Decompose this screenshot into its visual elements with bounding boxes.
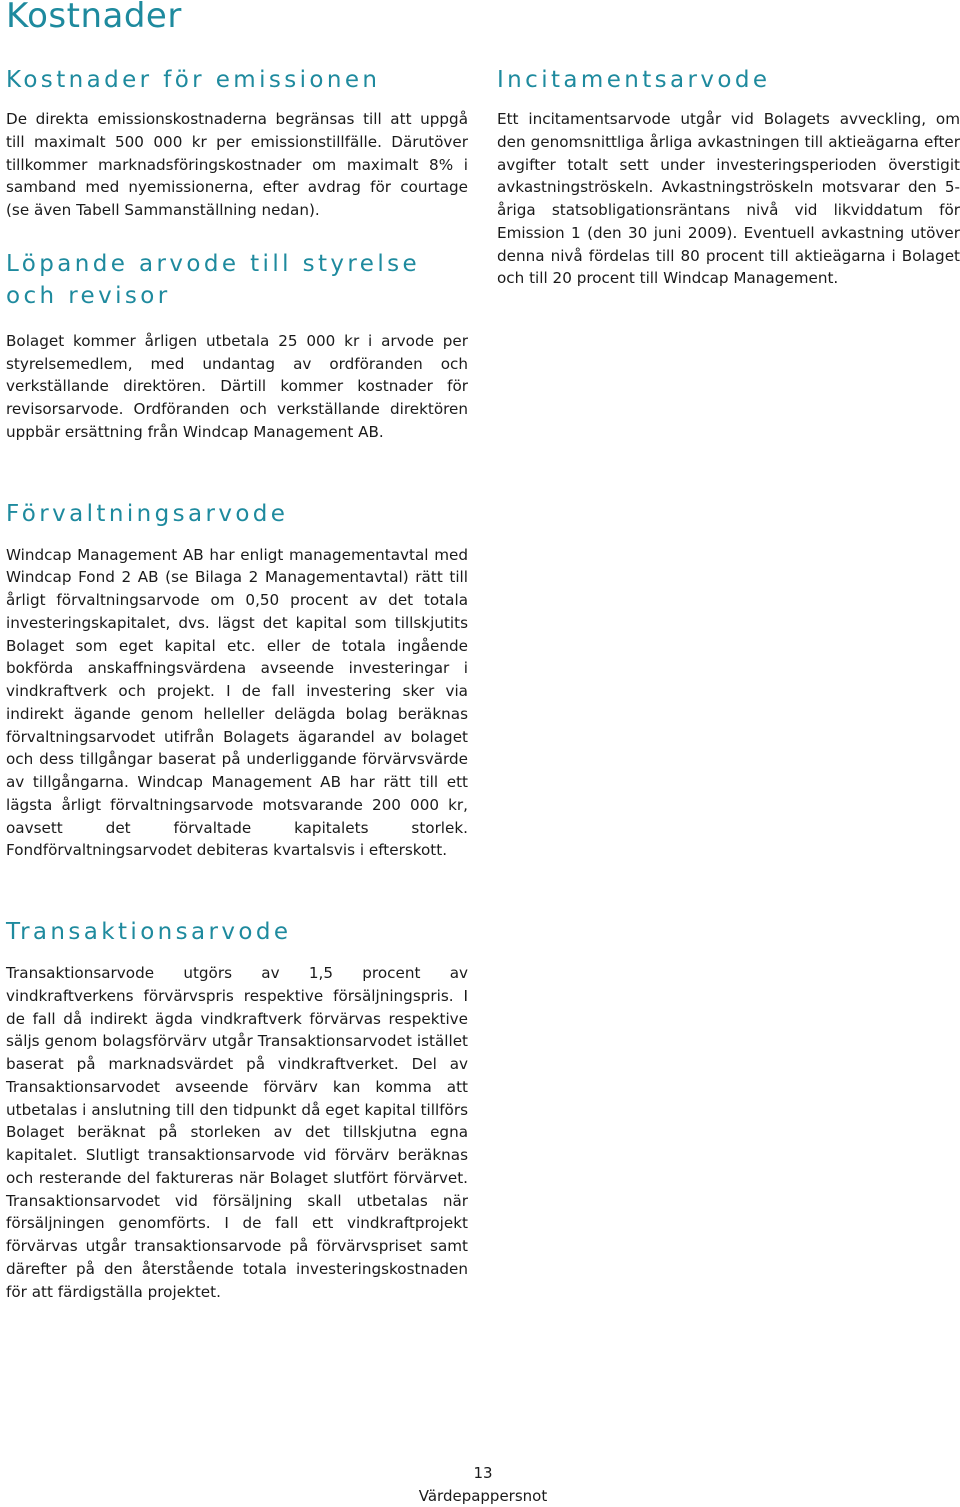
section-body: Ett incitamentsarvode utgår vid Bolagets avveckling, om den genomsnittliga årliga avkastningen till aktieägarna efter avgifter totalt sett under investeringsperioden överstigit avkastningströskeln. Avkastningströskeln motsvarar den 5-åriga statsobligationsräntans nivå vid likviddatum för Emission 1 (den 30 juni 2009). Eventuell avkastning utöver denna nivå fördelas till 80 procent till aktieägarna i Bolaget och till 20 procent till Windcap Management. bbox=[497, 110, 960, 288]
section-heading: Transaktionsarvode bbox=[6, 919, 292, 945]
section-transaktionsarvode bbox=[6, 916, 468, 1303]
document-name: Värdepappersnot bbox=[418, 1487, 548, 1505]
section-kostnader-emissionen bbox=[6, 64, 468, 222]
left-column bbox=[6, 64, 468, 1303]
section-heading: Förvaltningsarvode bbox=[6, 500, 289, 527]
section-body: Transaktionsarvode utgörs av 1,5 procent av vindkraftverkens förvärvspris respektive försäljningspris. I de fall då indirekt ägda vindkraftverk förvärvas respektive säljs genom bolagsförvärv utgår Transaktionsarvodet istället baserat på marknadsvärdet på vindkraftverket. Del av Transaktionsarvodet avseende förvärv kan komma att utbetalas i anslutning till den tidpunkt då eget kapital tillförs Bolaget beräknat på storleken av det tillskjutna egna kapitalet. Slutligt transaktionsarvode vid förvärv beräknas och resterande del faktureras när Bolaget slutfört förvärvet. Transaktionsarvodet vid försäljning skall utbetalas när försäljningen genomförts. I de fall ett vindkraftprojekt förvärvas utgår transaktionsarvode på förvärvspriset samt därefter på den återstående totala investeringskostnaden för att färdigställa projektet. bbox=[6, 964, 468, 1301]
section-heading: Kostnader för emissionen bbox=[6, 67, 381, 93]
section-heading: Incitamentsarvode bbox=[497, 67, 771, 93]
section-incitamentsarvode bbox=[497, 64, 960, 290]
section-heading: Löpande arvode till styrelse och revisor bbox=[6, 250, 421, 309]
section-body: Bolaget kommer årligen utbetala 25 000 kr i arvode per styrelsemedlem, med undantag av ordföranden och verkställande direktören. Därtill kommer kostnader för revisorsarvode. Ordföranden och verkställande direktören uppbär ersättning från Windcap Management AB. bbox=[6, 331, 468, 441]
page-title: Kostnader bbox=[6, 0, 182, 36]
section-forvaltningsarvode bbox=[6, 498, 468, 863]
section-body: De direkta emissionskostnaderna begränsas till att uppgå till maximalt 500 000 kr per emissionstillfälle. Därutöver tillkommer marknadsföringskostnader om maximalt 8% i samband med nyemissionerna, efter avdrag för courtage (se även Tabell Sammanställning nedan). bbox=[6, 110, 468, 219]
page-number: 13 bbox=[473, 1464, 493, 1482]
section-body: Windcap Management AB har enligt managementavtal med Windcap Fond 2 AB (se Bilaga 2 Managementavtal) rätt till årligt förvaltningsarvode om 0,50 procent av det totala investeringskapitalet, dvs. lägst det kapital som tillskjutits Bolaget som eget kapital etc. eller de totala ingående bokförda anskaffningsvärdena avseende investeringar i vindkraftverk och projekt. I de fall investering sker via indirekt ägande genom helleller delägda bolag beräknas förvaltningsarvodet utifrån Bolagets ägarandel av bolaget och dess tillgångar baserat på underliggande förvärvsvärde av tillgångarna. Windcap Management AB har rätt till ett lägsta årligt förvaltningsarvode motsvarande 200 000 kr, oavsett det förvaltade kapitalets storlek. Fondförvaltningsarvodet debiteras kvartalsvis i efterskott. bbox=[6, 545, 468, 860]
section-lopande-arvode bbox=[6, 248, 468, 444]
right-column bbox=[497, 64, 960, 290]
